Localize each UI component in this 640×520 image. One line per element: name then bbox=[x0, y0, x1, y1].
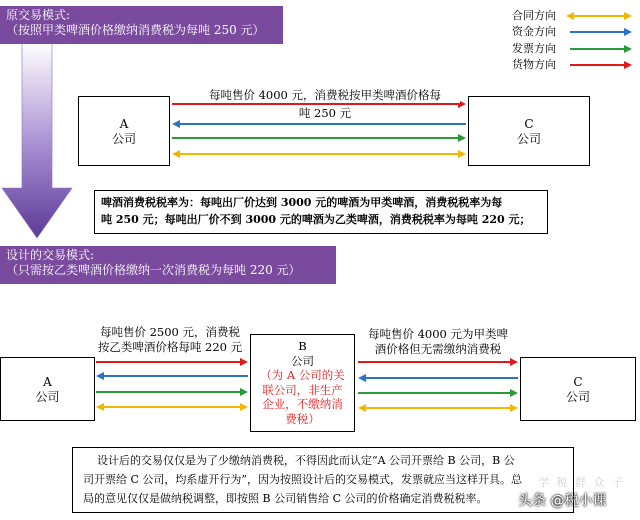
faint-watermark: 学 税 群 众 子 bbox=[538, 476, 625, 489]
top-price-line2: 吨 250 元 bbox=[298, 106, 352, 120]
ab-price-line1: 每吨售价 2500 元，消费税 bbox=[99, 325, 241, 339]
conclusion-line2: 司开票给 C 公司，均系虚开行为”，因为按照设计后的交易模式，发票就应当这样开具。总 bbox=[83, 473, 523, 486]
bottom-bc-arrows bbox=[358, 358, 518, 412]
transition-down-arrow bbox=[2, 42, 72, 238]
tax-rate-line2: 吨 250 元；每吨出厂价不到 3000 元的啤酒为乙类啤酒，消费税税率为每吨 220 元； bbox=[101, 213, 531, 226]
original-mode-banner bbox=[0, 6, 283, 44]
ab-price-line2: 按乙类啤酒价格每吨 220 元 bbox=[97, 340, 243, 354]
bottom-company-c-letter: C bbox=[573, 375, 583, 389]
bottom-company-a-letter: A bbox=[43, 375, 52, 389]
top-company-a bbox=[78, 96, 170, 166]
bottom-company-b-note-line2: 联公司，非生产 bbox=[262, 382, 343, 397]
tax-rate-note bbox=[94, 190, 548, 234]
bottom-company-c-name: 公司 bbox=[565, 390, 590, 404]
bottom-company-b-letter: B bbox=[298, 339, 307, 353]
bottom-company-c bbox=[520, 357, 636, 421]
top-company-c bbox=[468, 96, 590, 166]
conclusion-line3: 局的意见仅仅是做纳税调整，即按照 B 公司销售给 C 公司的价格确定消费税税率。 bbox=[83, 492, 488, 505]
top-company-a-name: 公司 bbox=[111, 132, 136, 146]
bottom-company-b-note-line1: （为 A 公司的关 bbox=[260, 368, 345, 382]
original-mode-title: 原交易模式: bbox=[6, 8, 71, 22]
legend-funds-label: 资金方向 bbox=[512, 25, 556, 38]
ab-price-label bbox=[86, 325, 254, 355]
original-mode-subtitle: （按照甲类啤酒价格缴纳消费税为每吨 250 元） bbox=[6, 23, 265, 37]
top-company-c-letter: C bbox=[524, 117, 534, 131]
bottom-company-b-name: 公司 bbox=[291, 353, 314, 368]
top-company-c-name: 公司 bbox=[516, 132, 541, 146]
bottom-company-b-note-line4: 费税） bbox=[285, 411, 320, 426]
designed-mode-title: 设计的交易模式: bbox=[6, 248, 95, 262]
conclusion-line1: 设计后的交易仅仅是为了少缴纳消费税，不得因此而认定“A 公司开票给 B 公司，B 公 bbox=[97, 454, 515, 467]
designed-mode-banner bbox=[0, 246, 336, 284]
legend-arrows bbox=[566, 12, 632, 69]
bottom-company-a bbox=[0, 357, 95, 421]
bottom-company-b-note bbox=[251, 368, 354, 426]
bottom-company-b bbox=[250, 334, 355, 432]
bc-price-label bbox=[360, 327, 516, 357]
legend-goods-label: 货物方向 bbox=[512, 58, 556, 71]
bc-price-line1: 每吨售价 4000 元为甲类啤 bbox=[367, 327, 509, 341]
bottom-ab-arrows bbox=[96, 358, 248, 411]
top-price-line1: 每吨售价 4000 元，消费税按甲类啤酒价格每 bbox=[190, 88, 460, 103]
legend-invoice-label: 发票方向 bbox=[512, 42, 556, 55]
legend-contract-label: 合同方向 bbox=[512, 9, 556, 22]
bc-price-line2: 酒价格但无需缴纳消费税 bbox=[374, 342, 502, 356]
top-company-a-letter: A bbox=[119, 117, 129, 131]
designed-mode-subtitle: （只需按乙类啤酒价格缴纳一次消费税为每吨 220 元） bbox=[6, 263, 301, 277]
bottom-company-b-note-line3: 企业，不缴纳消 bbox=[262, 397, 343, 411]
top-price-label bbox=[190, 88, 460, 121]
tax-rate-line1: 啤酒消费税税率为：每吨出厂价达到 3000 元的啤酒为甲类啤酒，消费税税率为每 bbox=[101, 196, 503, 209]
site-watermark: 头条 @税小课 bbox=[518, 493, 607, 509]
conclusion-note bbox=[72, 447, 574, 513]
bottom-company-a-name: 公司 bbox=[35, 390, 60, 404]
